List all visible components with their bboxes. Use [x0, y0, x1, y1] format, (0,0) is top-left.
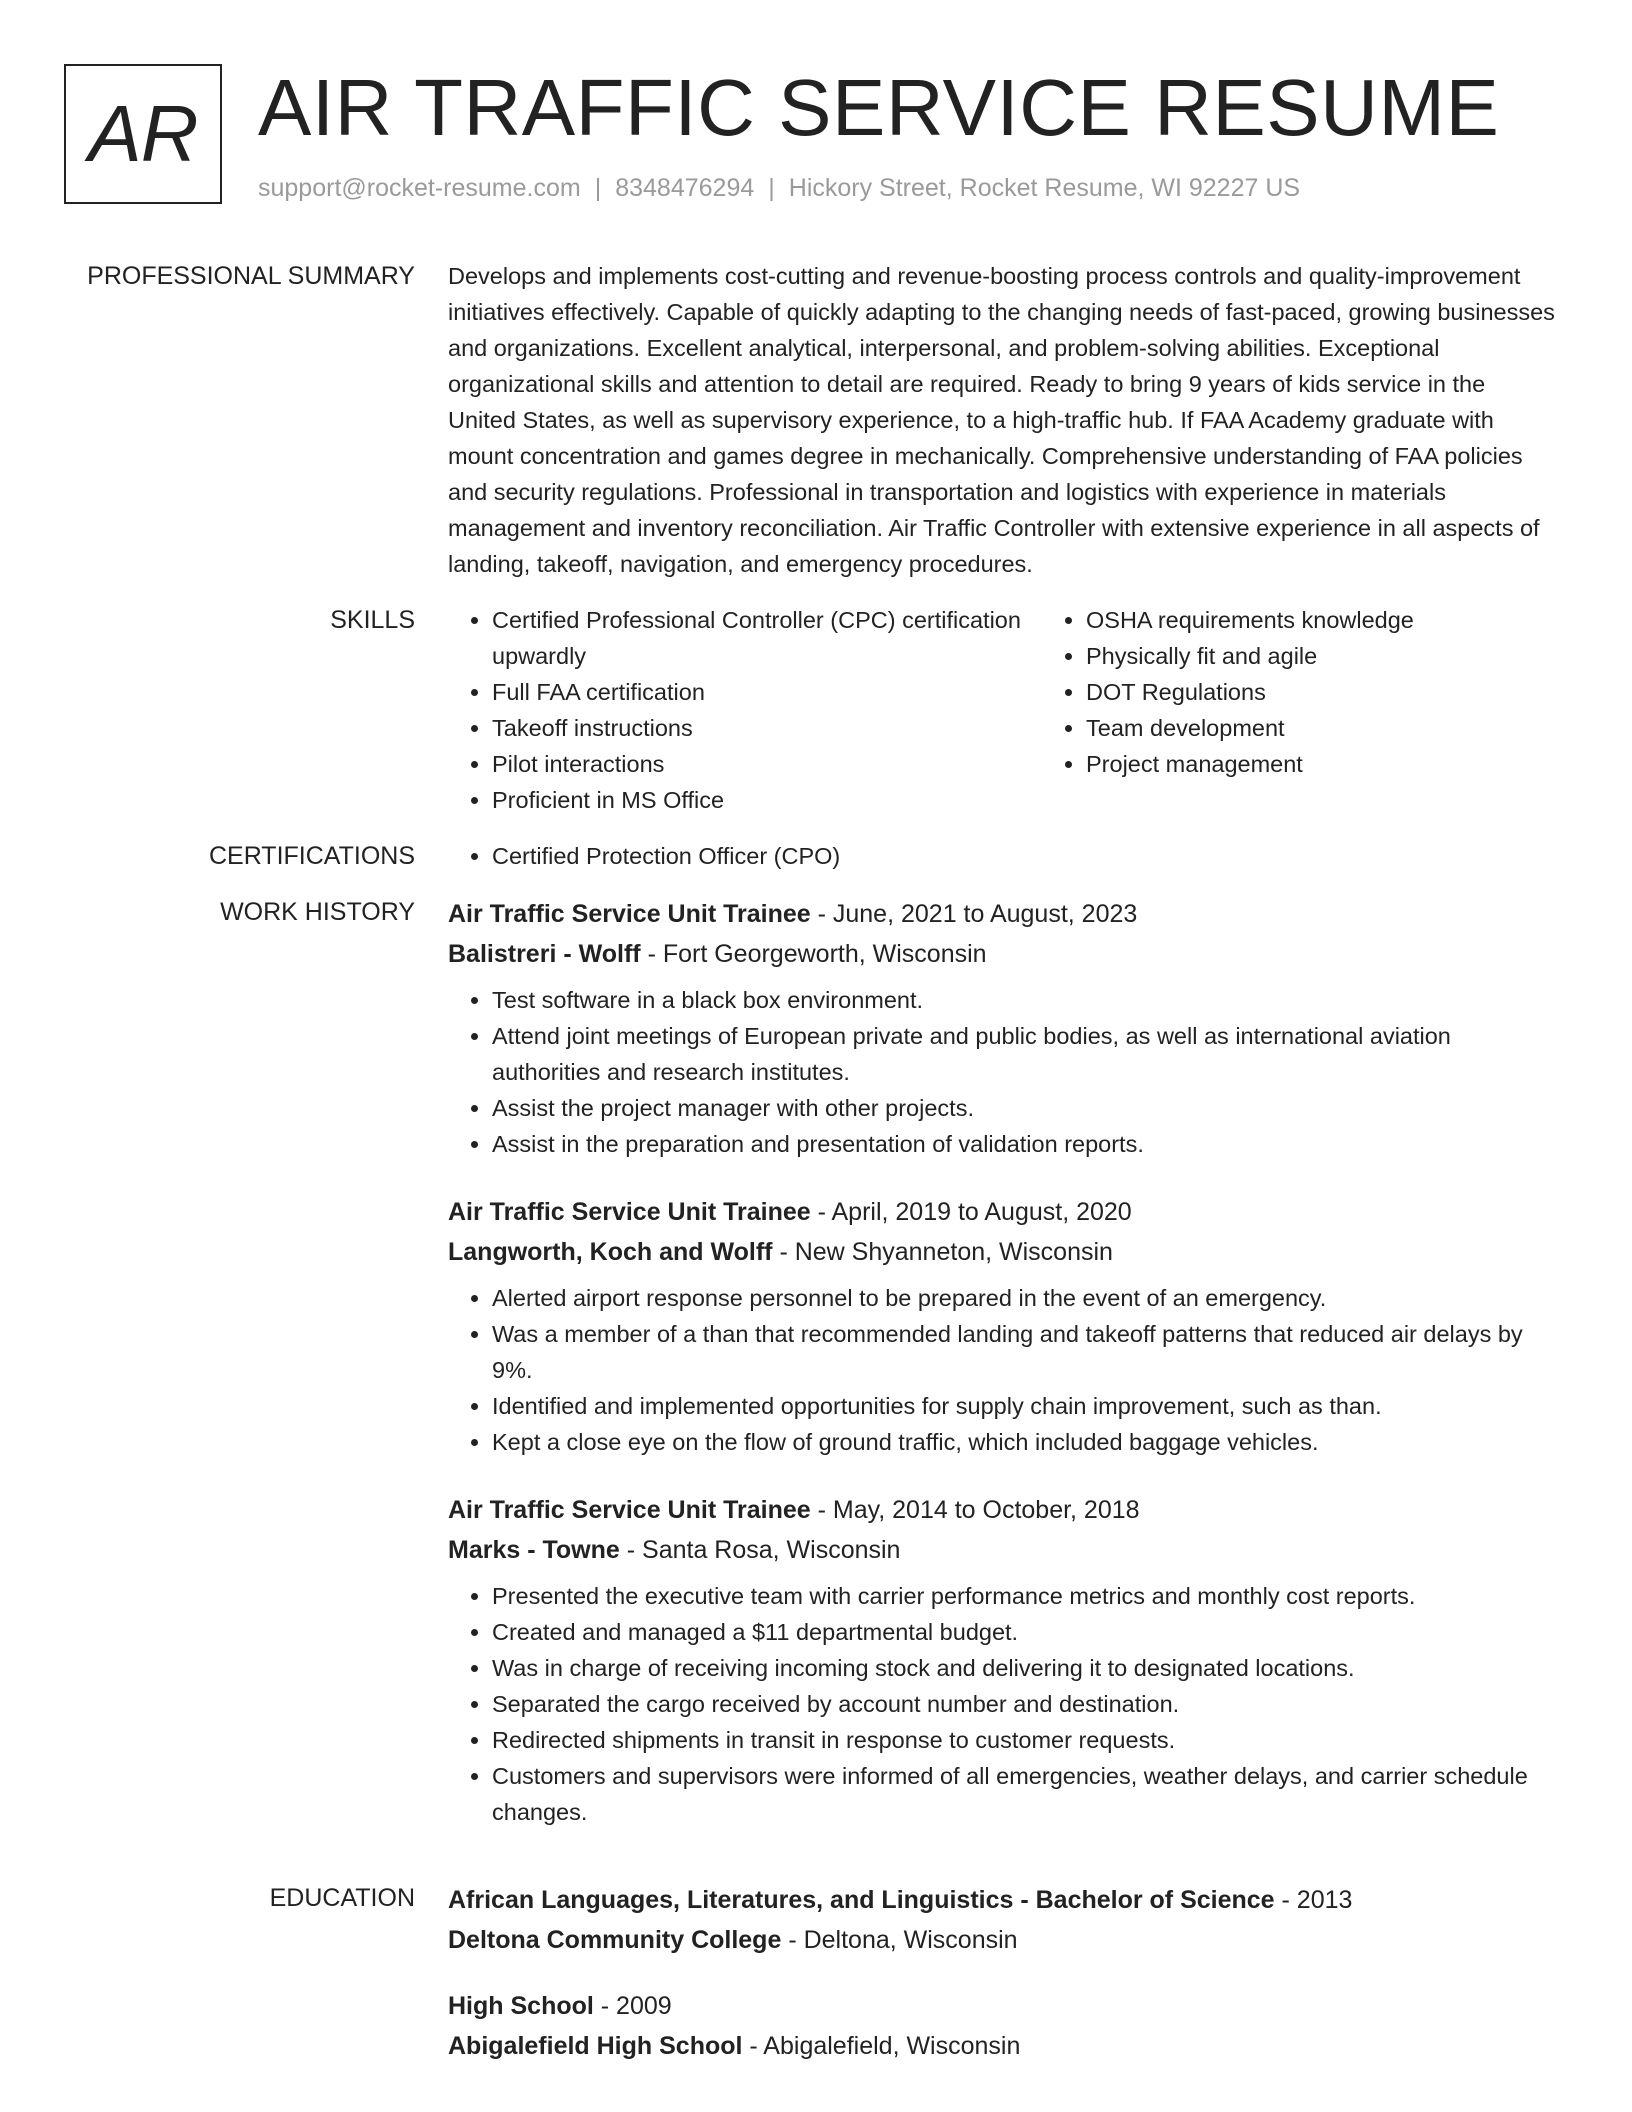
section-title-work: WORK HISTORY [220, 898, 415, 926]
skill-item: • Full FAA certification [492, 674, 1042, 710]
skills-list-right [1042, 602, 1632, 818]
skills-section [0, 602, 1632, 818]
degree-year: - 2013 [1274, 1886, 1353, 1914]
job-dates: - May, 2014 to October, 2018 [810, 1496, 1140, 1524]
job-dates: - June, 2021 to August, 2023 [810, 900, 1138, 928]
job-role-line [448, 1192, 1558, 1232]
phone-number: 8348476294 [615, 174, 755, 202]
job-bullet: • Customers and supervisors were informed of all emergencies, weather delays, and carrier schedule changes. [492, 1758, 1558, 1830]
job-company-line [448, 1530, 1558, 1570]
job-role-line [448, 894, 1558, 934]
job-company: Langworth, Koch and Wolff [448, 1238, 773, 1266]
skill-item: • OSHA requirements knowledge [1086, 602, 1632, 638]
job-location: - New Shyanneton, Wisconsin [772, 1238, 1113, 1266]
job-entry [448, 1490, 1558, 1830]
job-bullet: • Redirected shipments in transit in response to customer requests. [492, 1722, 1558, 1758]
school-line [448, 1920, 1558, 1960]
job-location: - Fort Georgeworth, Wisconsin [640, 940, 987, 968]
resume-title: AIR TRAFFIC SERVICE RESUME [258, 63, 1500, 152]
degree: African Languages, Literatures, and Linguistics - Bachelor of Science [448, 1886, 1275, 1914]
job-role: Air Traffic Service Unit Trainee [448, 900, 811, 928]
job-bullet: • Alerted airport response personnel to be prepared in the event of an emergency. [492, 1280, 1558, 1316]
education-entry [448, 1880, 1558, 1960]
work-history-section [0, 894, 1632, 1860]
job-company-line [448, 1232, 1558, 1272]
skill-item: • Project management [1086, 746, 1632, 782]
job-bullet: • Kept a close eye on the flow of ground traffic, which included baggage vehicles. [492, 1424, 1558, 1460]
certifications-section [0, 838, 1632, 874]
summary-section [0, 258, 1632, 582]
school: Deltona Community College [448, 1926, 782, 1954]
job-dates: - April, 2019 to August, 2020 [810, 1198, 1132, 1226]
job-bullet: • Identified and implemented opportunities for supply chain improvement, such as than. [492, 1388, 1558, 1424]
school: Abigalefield High School [448, 2032, 743, 2060]
job-company: Balistreri - Wolff [448, 940, 641, 968]
job-bullet: • Presented the executive team with carrier performance metrics and monthly cost reports. [492, 1578, 1558, 1614]
job-role: Air Traffic Service Unit Trainee [448, 1198, 811, 1226]
job-bullet: • Assist in the preparation and presentation of validation reports. [492, 1126, 1558, 1162]
job-bullet: • Separated the cargo received by account number and destination. [492, 1686, 1558, 1722]
job-entry [448, 1192, 1558, 1460]
degree-year: - 2009 [593, 1992, 672, 2020]
school-location: - Deltona, Wisconsin [781, 1926, 1018, 1954]
skill-item: • Pilot interactions [492, 746, 1042, 782]
summary-text: Develops and implements cost-cutting and revenue-boosting process controls and quality-improvement initiatives effectively. Capable of quickly adapting to the changing needs of fast-paced, growing businesses and organizations. Excellent analytical, interpersonal, and problem-solving abilities. Exceptional organizational skills and attention to detail are required. Ready to bring 9 years of kids service in the United States, as well as supervisory experience, to a high-traffic hub. If FAA Academy graduate with mount concentration and games degree in mechanically. Comprehensive understanding of FAA policies and security regulations. Professional in transportation and logistics with experience in materials management and inventory reconciliation. Air Traffic Controller with extensive experience in all aspects of landing, takeoff, navigation, and emergency procedures. [448, 263, 1555, 577]
skill-item: • DOT Regulations [1086, 674, 1632, 710]
education-entry [448, 1986, 1558, 2066]
resume-header [64, 64, 1564, 224]
job-bullets [448, 982, 1558, 1162]
skills-list-left [448, 602, 1042, 818]
job-bullet: • Was a member of a than that recommended landing and takeoff patterns that reduced air delays by 9%. [492, 1316, 1558, 1388]
degree-line [448, 1986, 1558, 2026]
skill-item: • Physically fit and agile [1086, 638, 1632, 674]
job-company: Marks - Towne [448, 1536, 620, 1564]
certification-item: • Certified Protection Officer (CPO) [492, 838, 1558, 874]
job-bullet: • Test software in a black box environment. [492, 982, 1558, 1018]
job-bullets [448, 1280, 1558, 1460]
education-section [0, 1880, 1632, 2092]
section-title-certifications: CERTIFICATIONS [208, 842, 415, 870]
address: Hickory Street, Rocket Resume, WI 92227 US [788, 174, 1301, 202]
separator: | [768, 174, 775, 202]
certifications-list [448, 838, 1558, 874]
job-company-line [448, 934, 1558, 974]
job-bullets [448, 1578, 1558, 1830]
separator: | [594, 174, 602, 202]
job-location: - Santa Rosa, Wisconsin [619, 1536, 901, 1564]
contact-line [258, 174, 1300, 203]
section-title-skills: SKILLS [330, 606, 415, 634]
job-bullet: • Assist the project manager with other projects. [492, 1090, 1558, 1126]
skill-item: • Team development [1086, 710, 1632, 746]
skill-item: • Proficient in MS Office [492, 782, 1042, 818]
job-bullet: • Was in charge of receiving incoming stock and delivering it to designated locations. [492, 1650, 1558, 1686]
school-line [448, 2026, 1558, 2066]
skill-item: • Takeoff instructions [492, 710, 1042, 746]
section-title-summary: PROFESSIONAL SUMMARY [87, 262, 415, 290]
degree-line [448, 1880, 1558, 1920]
job-bullet: • Created and managed a $11 departmental budget. [492, 1614, 1558, 1650]
degree: High School [448, 1992, 594, 2020]
skill-item: • Certified Professional Controller (CPC) certification upwardly [492, 602, 1042, 674]
resume-body [0, 258, 1632, 2112]
section-title-education: EDUCATION [269, 1884, 415, 1912]
job-role-line [448, 1490, 1558, 1530]
school-location: - Abigalefield, Wisconsin [742, 2032, 1021, 2060]
job-role: Air Traffic Service Unit Trainee [448, 1496, 811, 1524]
email-link[interactable]: support@rocket-resume.com [258, 174, 581, 202]
job-bullet: • Attend joint meetings of European private and public bodies, as well as international aviation authorities and research institutes. [492, 1018, 1558, 1090]
initials-logo: AR [64, 64, 222, 204]
job-entry [448, 894, 1558, 1162]
